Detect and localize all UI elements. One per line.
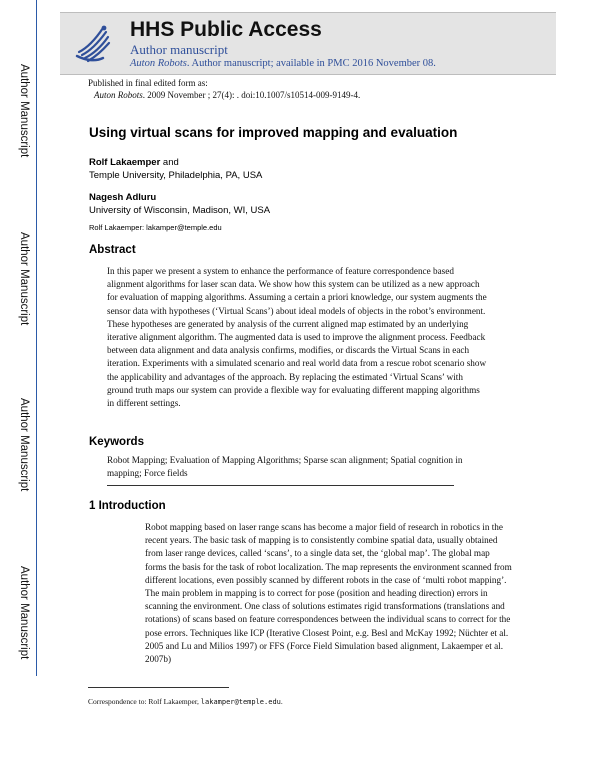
sidebar-label-4: Author Manuscript	[18, 566, 30, 660]
author-1-suffix: and	[160, 157, 179, 168]
correspondence-footnote	[88, 697, 283, 706]
citation-detail: . 2009 November ; 27(4): . doi:10.1007/s10514-009-9149-4.	[142, 90, 361, 100]
author-1-affiliation: Temple University, Philadelphia, PA, USA	[89, 170, 263, 181]
footnote-email[interactable]: lakamper@temple.edu	[200, 698, 281, 706]
keywords-text: Robot Mapping; Evaluation of Mapping Algorithms; Sparse scan alignment; Spatial cognition in mapping; Force fields	[107, 455, 463, 479]
author-email: Rolf Lakaemper: lakamper@temple.edu	[89, 223, 222, 232]
abstract-heading: Abstract	[89, 244, 136, 256]
author-1-name: Rolf Lakaemper	[89, 157, 161, 168]
journal-name: Auton Robots	[130, 58, 187, 69]
sidebar-divider	[36, 0, 37, 676]
author-manuscript-label: Author manuscript	[130, 42, 228, 57]
journal-availability	[130, 58, 436, 69]
author-1	[89, 156, 262, 182]
header-banner	[60, 12, 556, 75]
sidebar-label-1: Author Manuscript	[18, 64, 30, 158]
footnote-end: .	[280, 697, 283, 706]
sidebar-label-3: Author Manuscript	[18, 398, 30, 492]
sidebar-label-2: Author Manuscript	[18, 232, 30, 326]
introduction-text: Robot mapping based on laser range scans has become a major field of research in robotics in the recent years. The basic task of mapping is to consistently combine spatial data, usually obtained from laser range devices, called ‘scans’, to a single data set, the ‘global map’. The global map forms the basis for the task of robot localization. The map represents the environment scanned from different locations, even possibly scanned by different robots in the case of ‘multi robot mapping’. The main problem in mapping is to correct for pose (position and heading direction) errors in scanning the environment. One class of solutions estimates rigid transformations (translations and rotations) of scans based on feature correspondences between the individual scans to correct for the pose errors. Techniques like ICP (Iterative Closest Point, e.g. Besl and McKay 1992; Nüchter et al. 2005 and Lu and Milios 1997) or FFS (Force Field Simulation based alignment, Lakaemper et al. 2007b)	[145, 522, 512, 665]
hhs-public-access-title: HHS Public Access	[130, 18, 322, 41]
citation-journal: Auton Robots	[94, 90, 143, 100]
keywords-heading: Keywords	[89, 436, 144, 448]
hhs-eagle-logo-icon	[73, 22, 113, 66]
availability-text: . Author manuscript; available in PMC 2016 November 08.	[186, 58, 436, 69]
author-2-affiliation: University of Wisconsin, Madison, WI, USA	[89, 205, 271, 216]
citation-line	[88, 89, 360, 101]
paper-title: Using virtual scans for improved mapping and evaluation	[89, 125, 458, 140]
publication-info	[88, 77, 360, 101]
footnote-divider	[88, 687, 229, 688]
author-2-name: Nagesh Adluru	[89, 192, 157, 203]
footnote-text: Correspondence to: Rolf Lakaemper,	[88, 697, 201, 706]
author-2	[89, 191, 270, 217]
keywords-divider	[107, 485, 454, 486]
published-label: Published in final edited form as:	[88, 78, 208, 88]
abstract-text: In this paper we present a system to enhance the performance of feature correspondence based alignment algorithms for laser scan data. We show how this system can be utilized as a new approach for evaluation of mapping algorithms. Assuming a certain a priori knowledge, our system augments the sensor data with hypotheses (‘Virtual Scans’) about ideal models of objects in the robot’s environment. These hypotheses are generated by analysis of the current aligned map estimated by an underlying iterative alignment algorithm. The augmented data is used to improve the alignment process. Feedback between data alignment and data analysis confirms, modifies, or discards the Virtual Scans in each iteration. Experiments with a simulated scenario and real world data from a rescue robot scenario show the applicability and advantages of the approach. By replacing the estimated ‘Virtual Scans’ with ground truth maps our system can provide a flexible way for evaluating different mapping algorithms in different settings.	[107, 266, 487, 409]
introduction-heading: 1 Introduction	[89, 500, 166, 512]
